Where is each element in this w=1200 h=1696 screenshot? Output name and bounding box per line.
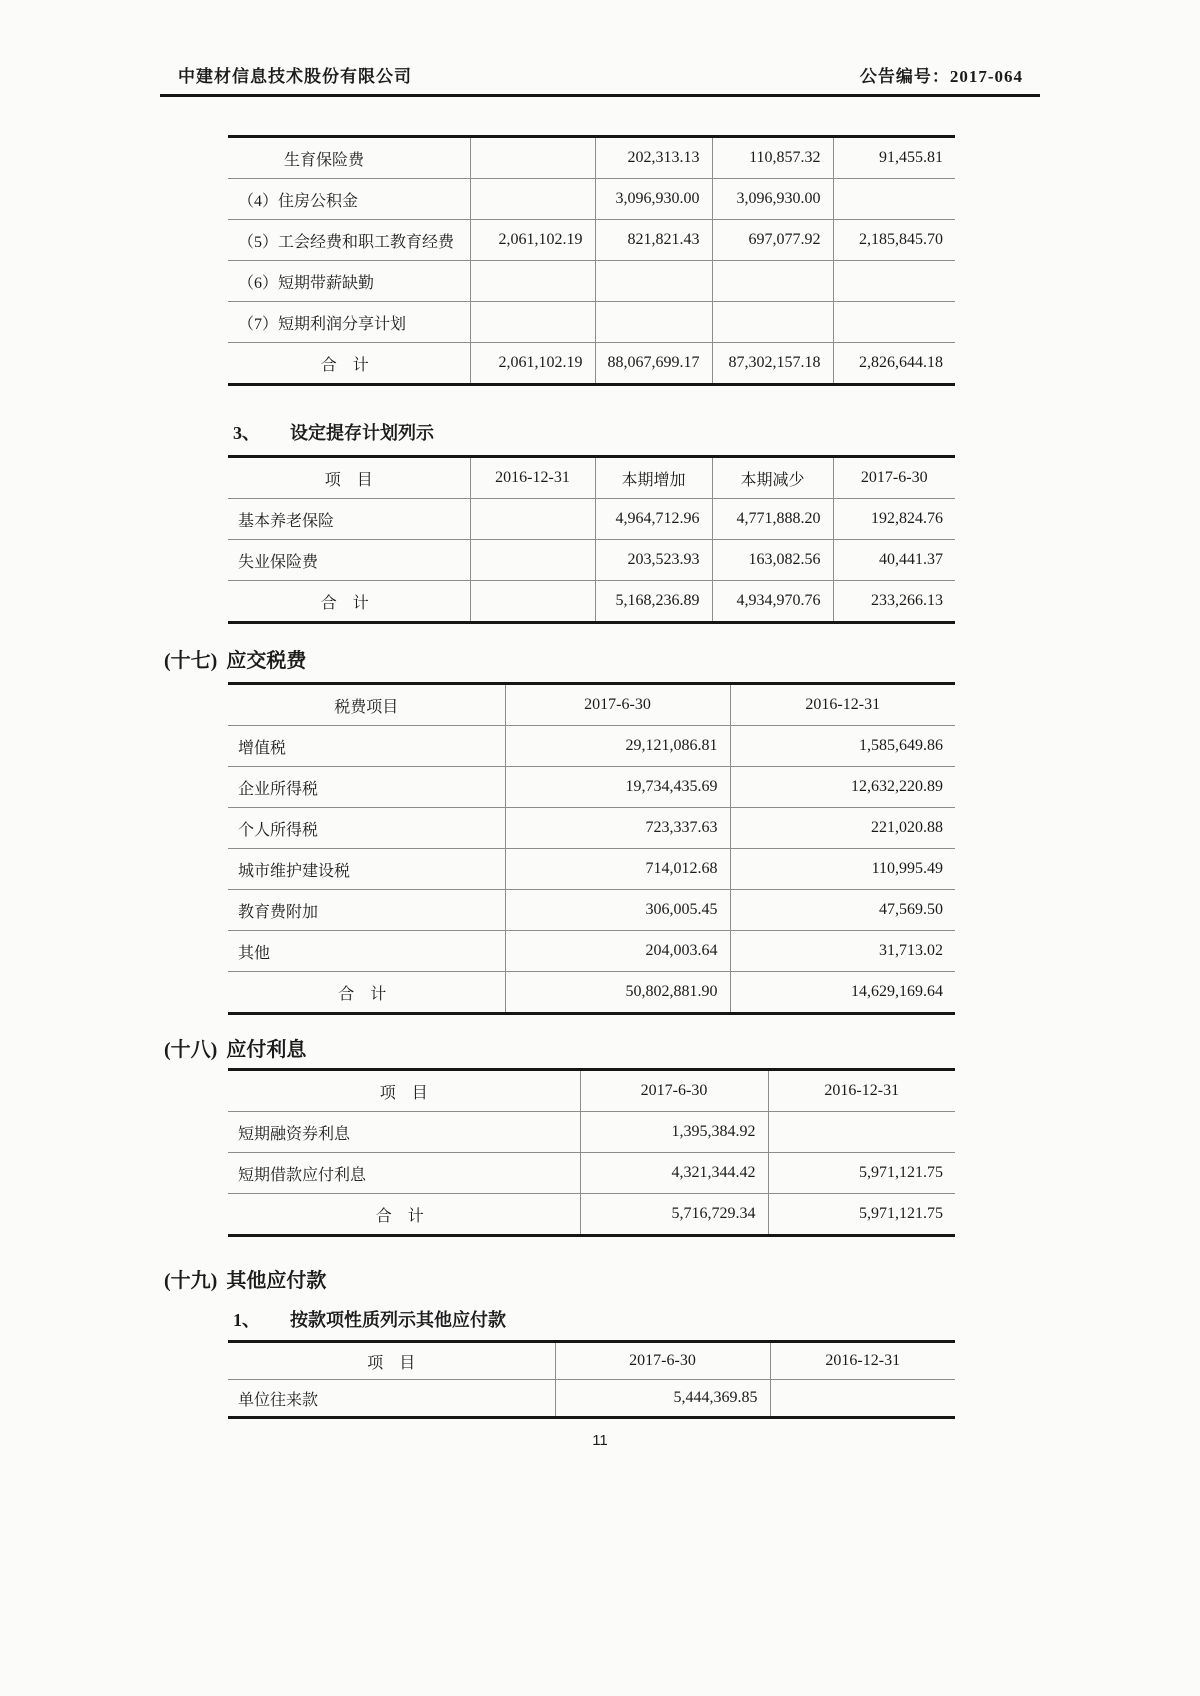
taxes-payable-table	[228, 682, 955, 1015]
cell-value: 233,266.13	[833, 581, 955, 623]
row-label: （5）工会经费和职工教育经费	[238, 233, 455, 251]
company-name: 中建材信息技术股份有限公司	[178, 67, 412, 86]
section-title: 设定提存计划列示	[290, 423, 434, 443]
cell-value: 4,964,712.96	[595, 499, 712, 540]
cell-value: 714,012.68	[505, 849, 730, 890]
subsection-number: 1、	[233, 1310, 260, 1330]
cell-value: 204,003.64	[505, 931, 730, 972]
cell-value: 110,857.32	[712, 137, 833, 179]
cell-value: 202,313.13	[595, 137, 712, 179]
table-row	[228, 1380, 955, 1418]
cell-value	[833, 302, 955, 343]
cell-value: 19,734,435.69	[505, 767, 730, 808]
column-header: 项 目	[324, 471, 373, 489]
table-row	[228, 581, 955, 623]
cell-value: 29,121,086.81	[505, 726, 730, 767]
cell-value: 1,395,384.92	[580, 1112, 768, 1153]
cell-value: 88,067,699.17	[595, 343, 712, 385]
column-header: 2016-12-31	[730, 684, 955, 726]
cell-value: 3,096,930.00	[712, 179, 833, 220]
table-row	[228, 1112, 955, 1153]
table-row	[228, 808, 955, 849]
notice-number: 公告编号：2017-064	[859, 67, 1023, 86]
table-row	[228, 540, 955, 581]
cell-value: 47,569.50	[730, 890, 955, 931]
table-header-row	[228, 684, 955, 726]
cell-value	[470, 499, 595, 540]
cell-value: 697,077.92	[712, 220, 833, 261]
cell-value: 163,082.56	[712, 540, 833, 581]
cell-value	[712, 302, 833, 343]
row-label: 合 计	[375, 1207, 424, 1225]
row-label: （6）短期带薪缺勤	[238, 274, 375, 292]
row-label: 合 计	[320, 356, 369, 374]
cell-value: 2,185,845.70	[833, 220, 955, 261]
cell-value: 306,005.45	[505, 890, 730, 931]
row-label: 失业保险费	[238, 553, 319, 571]
row-label: 短期融资券利息	[238, 1125, 351, 1143]
section-heading-defined-contribution	[233, 419, 434, 445]
table-row	[228, 767, 955, 808]
cell-value	[595, 261, 712, 302]
defined-contribution-table	[228, 455, 955, 624]
row-label: 合 计	[320, 594, 369, 612]
cell-value	[470, 261, 595, 302]
cell-value: 2,061,102.19	[470, 343, 595, 385]
cell-value: 2,061,102.19	[470, 220, 595, 261]
section-title: 应付利息	[226, 1039, 307, 1061]
table-row	[228, 220, 955, 261]
row-label: 增值税	[238, 739, 287, 757]
cell-value: 5,168,236.89	[595, 581, 712, 623]
cell-value: 50,802,881.90	[505, 972, 730, 1014]
subsection-heading-by-nature	[233, 1306, 506, 1332]
header-rule	[160, 94, 1040, 97]
table-header-row	[228, 1070, 955, 1112]
table-header-row	[228, 457, 955, 499]
cell-value: 14,629,169.64	[730, 972, 955, 1014]
table-row	[228, 302, 955, 343]
cell-value: 40,441.37	[833, 540, 955, 581]
cell-value: 221,020.88	[730, 808, 955, 849]
row-label: 城市维护建设税	[238, 862, 351, 880]
cell-value	[712, 261, 833, 302]
column-header: 本期增加	[595, 457, 712, 499]
cell-value: 31,713.02	[730, 931, 955, 972]
column-header: 税费项目	[334, 698, 399, 716]
cell-value: 5,716,729.34	[580, 1194, 768, 1236]
row-label: 个人所得税	[238, 821, 319, 839]
page-number: 11	[592, 1432, 608, 1449]
section-number: (十七)	[164, 650, 218, 672]
cell-value: 1,585,649.86	[730, 726, 955, 767]
column-header: 项 目	[379, 1084, 428, 1102]
cell-value: 5,971,121.75	[768, 1194, 955, 1236]
section-number: (十八)	[164, 1039, 218, 1061]
cell-value	[470, 137, 595, 179]
table-row	[228, 343, 955, 385]
section-heading-interest	[164, 1033, 306, 1062]
column-header: 2017-6-30	[505, 684, 730, 726]
cell-value: 192,824.76	[833, 499, 955, 540]
employee-benefits-table	[228, 135, 955, 386]
cell-value	[770, 1380, 955, 1418]
cell-value: 4,934,970.76	[712, 581, 833, 623]
row-label: （7）短期利润分享计划	[238, 315, 407, 333]
column-header: 2017-6-30	[833, 457, 955, 499]
interest-payable-table	[228, 1068, 955, 1237]
row-label: 教育费附加	[238, 903, 319, 921]
cell-value	[833, 179, 955, 220]
section-heading-other-payables	[164, 1264, 326, 1293]
cell-value	[470, 302, 595, 343]
document-header	[178, 62, 1023, 87]
cell-value: 4,771,888.20	[712, 499, 833, 540]
table-row	[228, 890, 955, 931]
cell-value: 2,826,644.18	[833, 343, 955, 385]
cell-value: 110,995.49	[730, 849, 955, 890]
row-label: 企业所得税	[238, 780, 319, 798]
section-title: 其他应付款	[226, 1270, 327, 1292]
row-label: 生育保险费	[284, 151, 365, 169]
table-row	[228, 261, 955, 302]
section-number: (十九)	[164, 1270, 218, 1292]
column-header: 2016-12-31	[470, 457, 595, 499]
cell-value: 3,096,930.00	[595, 179, 712, 220]
row-label: （4）住房公积金	[238, 192, 359, 210]
row-label: 短期借款应付利息	[238, 1166, 367, 1184]
cell-value: 12,632,220.89	[730, 767, 955, 808]
column-header: 2016-12-31	[768, 1070, 955, 1112]
column-header: 2017-6-30	[555, 1342, 770, 1380]
subsection-title: 按款项性质列示其他应付款	[290, 1310, 506, 1330]
cell-value	[833, 261, 955, 302]
table-row	[228, 849, 955, 890]
row-label: 合 计	[338, 985, 387, 1003]
table-row	[228, 499, 955, 540]
table-row	[228, 972, 955, 1014]
cell-value: 723,337.63	[505, 808, 730, 849]
section-title: 应交税费	[226, 650, 307, 672]
cell-value	[470, 540, 595, 581]
column-header: 2016-12-31	[770, 1342, 955, 1380]
cell-value	[470, 581, 595, 623]
table-row	[228, 179, 955, 220]
section-heading-taxes	[164, 644, 306, 673]
table-row	[228, 1153, 955, 1194]
cell-value: 4,321,344.42	[580, 1153, 768, 1194]
cell-value: 821,821.43	[595, 220, 712, 261]
table-row	[228, 726, 955, 767]
section-number: 3、	[233, 423, 260, 443]
table-row	[228, 931, 955, 972]
row-label: 单位往来款	[238, 1391, 319, 1409]
cell-value: 5,444,369.85	[555, 1380, 770, 1418]
cell-value: 87,302,157.18	[712, 343, 833, 385]
cell-value	[470, 179, 595, 220]
column-header: 2017-6-30	[580, 1070, 768, 1112]
table-row	[228, 1194, 955, 1236]
other-payables-table	[228, 1340, 955, 1419]
column-header: 本期减少	[712, 457, 833, 499]
column-header: 项 目	[367, 1354, 416, 1372]
cell-value: 203,523.93	[595, 540, 712, 581]
cell-value	[768, 1112, 955, 1153]
cell-value: 5,971,121.75	[768, 1153, 955, 1194]
row-label: 其他	[238, 944, 271, 962]
row-label: 基本养老保险	[238, 512, 335, 530]
cell-value: 91,455.81	[833, 137, 955, 179]
cell-value	[595, 302, 712, 343]
table-row	[228, 137, 955, 179]
table-header-row	[228, 1342, 955, 1380]
